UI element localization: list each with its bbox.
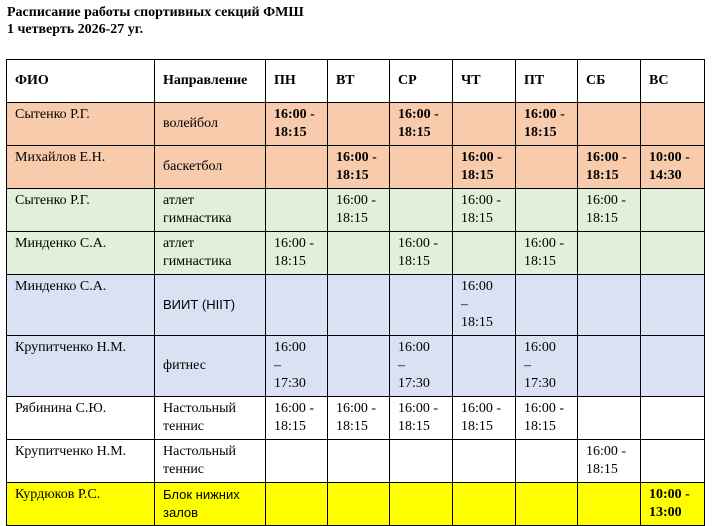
schedule-row [7, 397, 705, 440]
section-direction: волейбол [155, 103, 266, 146]
time-cell-fri [516, 483, 578, 526]
time-cell-fri: 16:00 – 17:30 [516, 336, 578, 397]
time-cell-mon [266, 275, 328, 336]
time-cell-mon [266, 189, 328, 232]
time-cell-wed [390, 275, 453, 336]
time-cell-tue: 16:00 - 18:15 [328, 189, 390, 232]
time-cell-tue [328, 336, 390, 397]
schedule-row [7, 483, 705, 526]
time-cell-thu [453, 336, 516, 397]
schedule-table [6, 59, 705, 526]
schedule-row [7, 336, 705, 397]
schedule-row [7, 275, 705, 336]
coach-name: Михайлов Е.Н. [7, 146, 155, 189]
schedule-row [7, 103, 705, 146]
time-cell-mon: 16:00 - 18:15 [266, 103, 328, 146]
time-cell-wed: 16:00 - 18:15 [390, 103, 453, 146]
time-cell-sun [641, 397, 705, 440]
time-cell-tue [328, 483, 390, 526]
time-cell-thu [453, 232, 516, 275]
time-cell-sat [578, 275, 641, 336]
header-sun: ВС [641, 60, 705, 103]
time-cell-sat: 16:00 - 18:15 [578, 440, 641, 483]
time-cell-wed [390, 440, 453, 483]
schedule-row [7, 146, 705, 189]
section-direction: атлет гимнастика [155, 232, 266, 275]
time-cell-sun [641, 189, 705, 232]
time-cell-sat [578, 483, 641, 526]
document-title [7, 4, 304, 38]
time-cell-tue [328, 275, 390, 336]
header-sat: СБ [578, 60, 641, 103]
time-cell-sat [578, 397, 641, 440]
time-cell-mon: 16:00 - 18:15 [266, 232, 328, 275]
header-thu: ЧТ [453, 60, 516, 103]
section-direction: баскетбол [155, 146, 266, 189]
time-cell-thu: 16:00 - 18:15 [453, 189, 516, 232]
header-tue: ВТ [328, 60, 390, 103]
coach-name: Сытенко Р.Г. [7, 189, 155, 232]
coach-name: Рябинина С.Ю. [7, 397, 155, 440]
header-fri: ПТ [516, 60, 578, 103]
time-cell-thu: 16:00 - 18:15 [453, 146, 516, 189]
coach-name: Курдюков Р.С. [7, 483, 155, 526]
time-cell-mon [266, 483, 328, 526]
section-direction: Блок нижних залов [155, 483, 266, 526]
time-cell-fri [516, 189, 578, 232]
time-cell-fri [516, 440, 578, 483]
time-cell-fri: 16:00 - 18:15 [516, 103, 578, 146]
time-cell-wed: 16:00 - 18:15 [390, 397, 453, 440]
header-wed: СР [390, 60, 453, 103]
schedule-row [7, 232, 705, 275]
time-cell-sat [578, 232, 641, 275]
schedule-body [7, 103, 705, 526]
time-cell-tue [328, 440, 390, 483]
time-cell-wed: 16:00 - 18:15 [390, 232, 453, 275]
time-cell-wed: 16:00 – 17:30 [390, 336, 453, 397]
coach-name: Крупитченко Н.М. [7, 440, 155, 483]
time-cell-wed [390, 189, 453, 232]
coach-name: Сытенко Р.Г. [7, 103, 155, 146]
time-cell-tue: 16:00 - 18:15 [328, 397, 390, 440]
time-cell-tue [328, 103, 390, 146]
time-cell-mon [266, 440, 328, 483]
header-mon: ПН [266, 60, 328, 103]
time-cell-wed [390, 483, 453, 526]
time-cell-mon [266, 146, 328, 189]
time-cell-sun: 10:00 - 14:30 [641, 146, 705, 189]
time-cell-sun [641, 336, 705, 397]
time-cell-thu [453, 483, 516, 526]
section-direction: фитнес [155, 336, 266, 397]
time-cell-sun [641, 103, 705, 146]
time-cell-thu [453, 440, 516, 483]
coach-name: Минденко С.А. [7, 232, 155, 275]
section-direction: Настольный теннис [155, 397, 266, 440]
time-cell-sat: 16:00 - 18:15 [578, 146, 641, 189]
time-cell-sat [578, 336, 641, 397]
header-name: ФИО [7, 60, 155, 103]
time-cell-sun [641, 232, 705, 275]
header-direction: Направление [155, 60, 266, 103]
time-cell-sat: 16:00 - 18:15 [578, 189, 641, 232]
coach-name: Минденко С.А. [7, 275, 155, 336]
section-direction: ВИИТ (HIIT) [155, 275, 266, 336]
coach-name: Крупитченко Н.М. [7, 336, 155, 397]
schedule-row [7, 440, 705, 483]
time-cell-fri [516, 146, 578, 189]
time-cell-tue: 16:00 - 18:15 [328, 146, 390, 189]
time-cell-sun [641, 275, 705, 336]
time-cell-fri: 16:00 - 18:15 [516, 397, 578, 440]
time-cell-tue [328, 232, 390, 275]
time-cell-mon: 16:00 - 18:15 [266, 397, 328, 440]
section-direction: Настольный теннис [155, 440, 266, 483]
section-direction: атлет гимнастика [155, 189, 266, 232]
time-cell-sat [578, 103, 641, 146]
time-cell-wed [390, 146, 453, 189]
title-line-1: Расписание работы спортивных секций ФМШ [7, 5, 304, 20]
time-cell-fri: 16:00 - 18:15 [516, 232, 578, 275]
schedule-row [7, 189, 705, 232]
time-cell-sun [641, 440, 705, 483]
header-row [7, 60, 705, 103]
time-cell-thu: 16:00 - 18:15 [453, 397, 516, 440]
time-cell-thu [453, 103, 516, 146]
time-cell-thu: 16:00 – 18:15 [453, 275, 516, 336]
time-cell-fri [516, 275, 578, 336]
time-cell-mon: 16:00 – 17:30 [266, 336, 328, 397]
title-line-2: 1 четверть 2026-27 уг. [7, 22, 144, 37]
time-cell-sun: 10:00 - 13:00 [641, 483, 705, 526]
